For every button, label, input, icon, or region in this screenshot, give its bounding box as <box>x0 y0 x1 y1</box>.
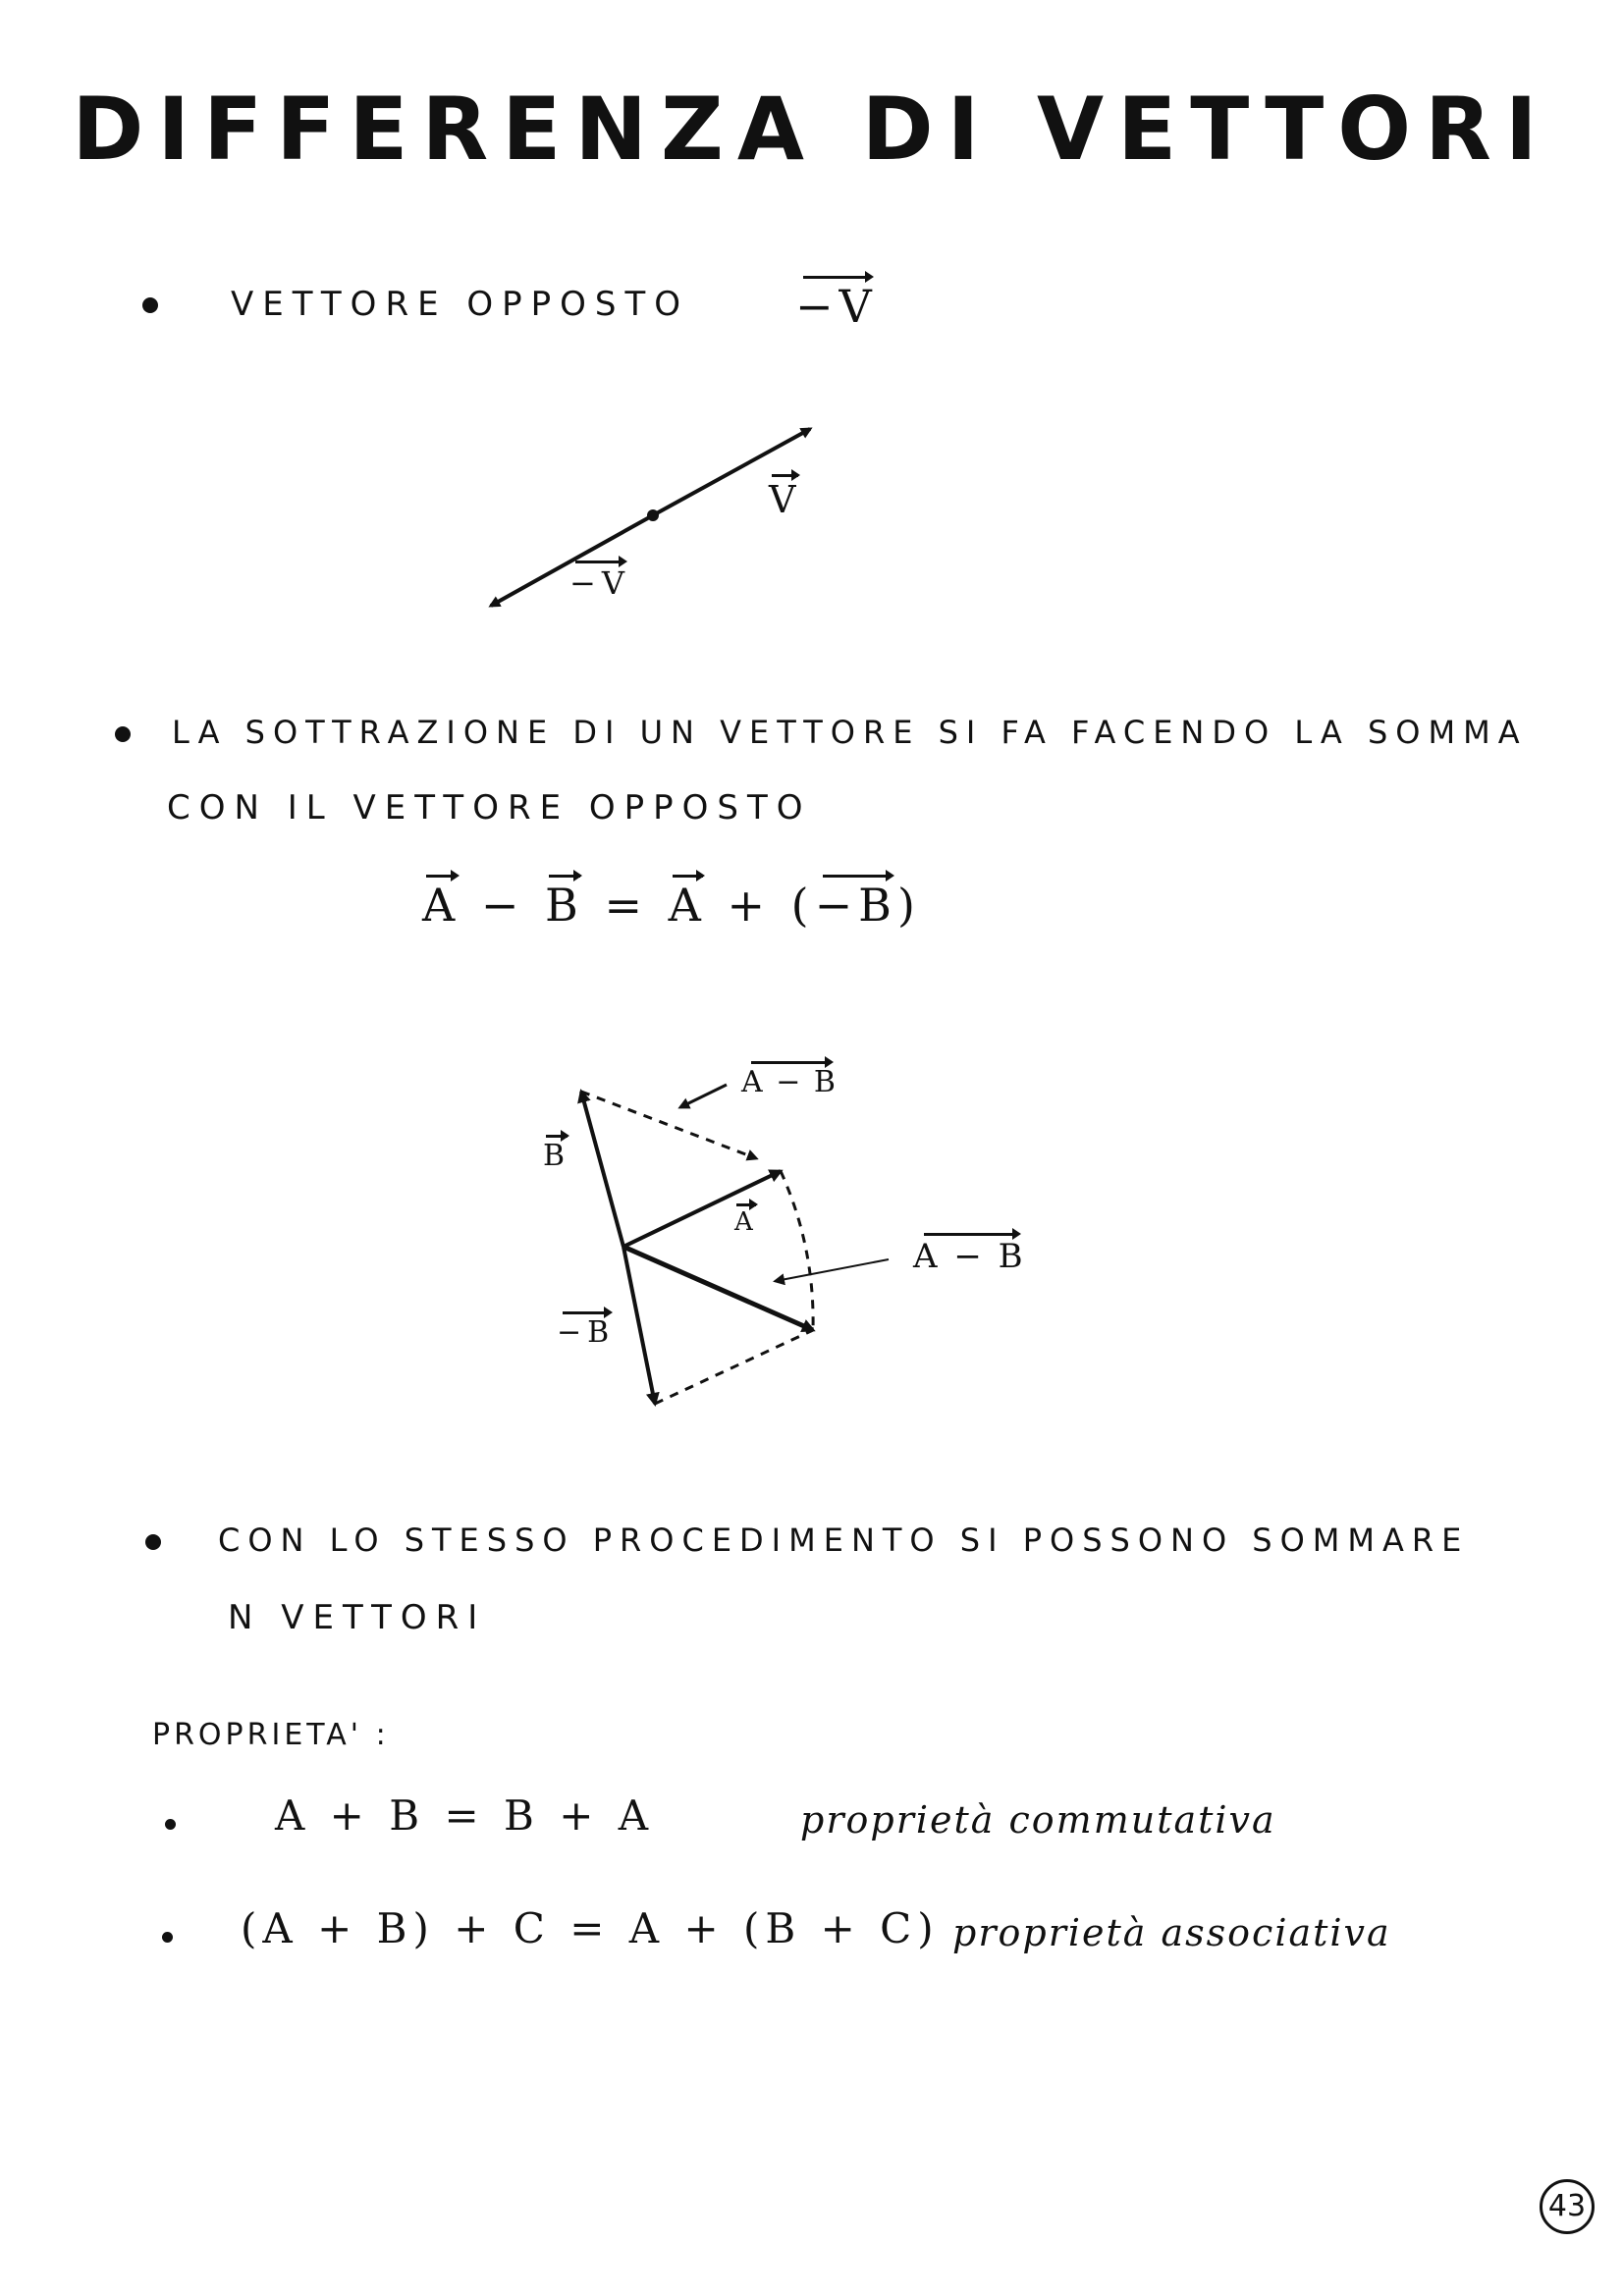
commutative-label: proprietà commutativa <box>800 1798 1276 1842</box>
label-a: A <box>734 1207 759 1237</box>
subtraction-text-line2: CON IL VETTORE OPPOSTO <box>167 788 812 828</box>
vector-minus-b-line <box>623 1247 655 1404</box>
pointer-arrow-top <box>680 1085 727 1107</box>
associative-label: proprietà associativa <box>952 1911 1391 1954</box>
label-minus-b: −B <box>557 1315 616 1350</box>
subtraction-formula: A − B = A + (−B) <box>422 879 921 932</box>
bullet <box>165 1819 176 1830</box>
label-a-minus-b-right: A − B <box>913 1237 1026 1276</box>
label-v: V <box>769 478 802 521</box>
properties-heading: PROPRIETA' : <box>152 1718 390 1752</box>
sum-text-line2: N VETTORI <box>228 1598 487 1637</box>
sum-text-line1: CON LO STESSO PROCEDIMENTO SI POSSONO SOMMARE <box>218 1522 1470 1559</box>
pointer-arrow-right <box>776 1259 889 1281</box>
bullet <box>145 1534 161 1550</box>
associative-formula: (A + B) + C = A + (B + C) <box>241 1904 940 1952</box>
dashed-parallel-a-top <box>581 1092 756 1158</box>
label-minus-v: −V <box>569 564 630 602</box>
opposite-vector-label: VETTORE OPPOSTO <box>231 285 689 324</box>
commutative-formula: A + B = B + A <box>275 1791 655 1840</box>
opposite-vector-symbol: −V <box>795 280 878 333</box>
label-b: B <box>543 1139 571 1173</box>
vector-a-minus-b-line <box>623 1247 813 1330</box>
origin-point <box>647 509 659 521</box>
subtraction-text-line1: LA SOTTRAZIONE DI UN VETTORE SI FA FACENDO LA SOMMA <box>172 714 1528 751</box>
label-a-minus-b-top: A − B <box>741 1065 838 1099</box>
page-title: DIFFERENZA DI VETTORI <box>72 79 1551 180</box>
bullet <box>115 726 131 742</box>
dashed-parallel-a-bottom <box>655 1330 813 1404</box>
dashed-arc <box>781 1171 813 1330</box>
bullet <box>162 1932 173 1943</box>
page-number: 43 <box>1540 2179 1595 2234</box>
vector-b-line <box>581 1092 623 1247</box>
